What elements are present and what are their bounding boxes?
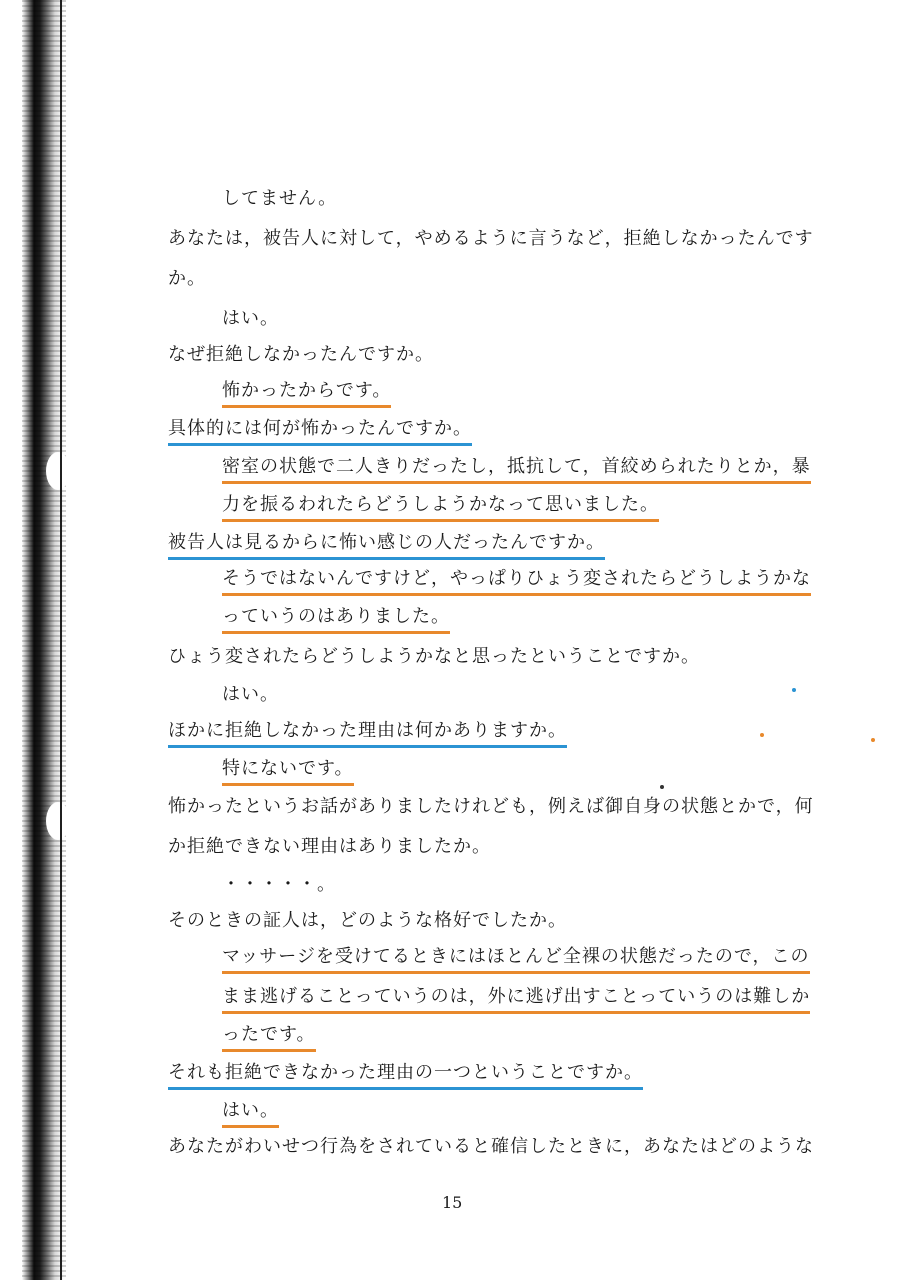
scan-speck [760,733,764,737]
scan-speck [792,688,796,692]
page-fold-line [60,0,62,1280]
answer-line: してません。 [222,188,338,209]
question-line: か。 [168,268,206,289]
question-line-highlighted: 具体的には何が怖かったんですか。 [168,418,472,446]
question-line: 怖かったというお話がありましたけれども，例えば御自身の状態とかで，何 [168,796,814,817]
question-line-highlighted: 被告人は見るからに怖い感じの人だったんですか。 [168,532,605,560]
answer-line-highlighted: 密室の状態で二人きりだったし，抵抗して，首絞められたりとか，暴 [222,456,811,484]
question-line: そのときの証人は，どのような格好でしたか。 [168,910,567,931]
question-line-highlighted: ほかに拒絶しなかった理由は何かありますか。 [168,720,567,748]
answer-line: はい。 [222,308,279,329]
question-line: か拒絶できない理由はありましたか。 [168,836,491,857]
answer-line-highlighted: はい。 [222,1100,279,1128]
question-line: あなたがわいせつ行為をされていると確信したときに，あなたはどのような [168,1136,814,1157]
question-line: あなたは，被告人に対して，やめるように言うなど，拒絶しなかったんです [168,228,814,249]
answer-line-highlighted: 怖かったからです。 [222,380,391,408]
question-line: ひょう変されたらどうしようかなと思ったということですか。 [168,646,700,667]
answer-line: はい。 [222,684,279,705]
answer-line-highlighted: 力を振るわれたらどうしようかなって思いました。 [222,494,659,522]
answer-line: ・・・・・。 [222,874,336,895]
answer-line-highlighted: ったです。 [222,1024,316,1052]
scan-speck [871,738,875,742]
binding-notch-lower [46,802,70,840]
answer-line-highlighted: っていうのはありました。 [222,606,450,634]
question-line: なぜ拒絶しなかったんですか。 [168,344,434,365]
answer-line-highlighted: まま逃げることっていうのは，外に逃げ出すことっていうのは難しか [222,986,810,1014]
answer-line-highlighted: マッサージを受けてるときにはほとんど全裸の状態だったので，この [222,946,810,974]
answer-line-highlighted: 特にないです。 [222,758,354,786]
question-line-highlighted: それも拒絶できなかった理由の一つということですか。 [168,1062,643,1090]
answer-line-highlighted: そうではないんですけど，やっぱりひょう変されたらどうしようかな [222,568,811,596]
binding-notch-upper [46,452,70,490]
page-number: 15 [442,1193,463,1212]
scan-speck [660,785,664,789]
